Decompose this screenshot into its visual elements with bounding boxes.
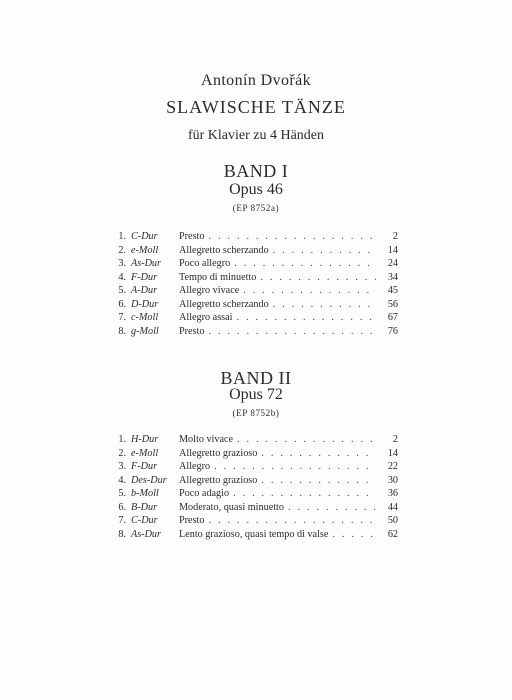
entry-page: 44	[387, 501, 398, 513]
entry-tempo: Moderato, quasi minuetto	[179, 501, 284, 513]
band-2-edition: (EP 8752b)	[232, 408, 280, 418]
entry-tempo: Lento grazioso, quasi tempo di valse	[179, 528, 329, 540]
band-2-opus: Opus 72	[229, 386, 283, 403]
entry-tempo: Allegro assai	[179, 312, 233, 323]
entry-page: 76	[387, 325, 398, 337]
entry-tempo: Allegretto scherzando	[179, 298, 269, 310]
entry-page: 45	[387, 285, 398, 296]
entry-number: 1.	[118, 434, 126, 445]
entry-key: c-Moll	[131, 312, 159, 323]
dot-leader	[288, 502, 376, 513]
entry-tempo: Presto	[179, 515, 205, 526]
entry-page: 56	[387, 298, 398, 310]
dot-leader	[233, 488, 376, 499]
contents-entry	[116, 326, 398, 340]
entry-page: 36	[387, 488, 398, 499]
entry-page: 34	[387, 271, 398, 283]
entry-number: 7.	[118, 312, 126, 323]
band-2-title: BAND II	[220, 368, 292, 388]
entry-number: 8.	[118, 528, 126, 540]
entry-number: 3.	[118, 461, 126, 472]
dot-leader	[261, 448, 376, 459]
contents-entry	[116, 231, 398, 245]
entry-page: 14	[387, 244, 398, 256]
entry-key: Des-Dur	[131, 474, 167, 486]
entry-page: 50	[387, 515, 398, 526]
entry-key: C-Dur	[131, 231, 158, 242]
entry-tempo: Poco adagio	[179, 488, 230, 499]
contents-entry	[116, 285, 398, 299]
entry-tempo: Poco allegro	[179, 258, 231, 269]
dot-leader	[208, 515, 376, 526]
contents-entry	[116, 299, 398, 313]
entry-number: 4.	[118, 474, 126, 486]
entry-number: 7.	[118, 515, 126, 526]
entry-number: 5.	[118, 285, 126, 296]
dot-leader	[260, 272, 376, 283]
work-subtitle: für Klavier zu 4 Händen	[187, 128, 325, 143]
entry-number: 3.	[118, 258, 126, 269]
dot-leader	[237, 434, 376, 445]
entry-key: F-Dur	[131, 271, 158, 283]
entry-tempo: Allegro vivace	[179, 285, 240, 296]
entry-number: 4.	[118, 271, 126, 283]
entry-key: B-Dur	[131, 501, 158, 513]
entry-page: 62	[387, 528, 398, 540]
entry-number: 8.	[118, 325, 126, 337]
entry-key: e-Moll	[131, 244, 159, 256]
dot-leader	[208, 231, 376, 242]
dot-leader	[332, 529, 376, 540]
entry-key: C-Dur	[131, 515, 158, 526]
entry-tempo: Allegretto grazioso	[179, 474, 258, 486]
entry-page: 2	[392, 231, 398, 242]
entry-tempo: Allegro	[179, 461, 211, 472]
entry-page: 30	[387, 474, 398, 486]
contents-entry	[116, 475, 398, 489]
contents-entry	[116, 515, 398, 529]
entry-number: 6.	[118, 501, 126, 513]
work-title: SLAWISCHE TÄNZE	[166, 97, 346, 117]
contents-entry	[116, 461, 398, 475]
dot-leader	[236, 312, 376, 323]
entry-number: 2.	[118, 244, 126, 256]
contents-entry	[116, 258, 398, 272]
entry-number: 1.	[118, 231, 126, 242]
contents-entry	[116, 502, 398, 516]
entry-key: g-Moll	[131, 325, 159, 337]
band-1-edition: (EP 8752a)	[232, 203, 280, 213]
dot-leader	[234, 258, 376, 269]
entry-number: 5.	[118, 488, 126, 499]
contents-entry	[116, 488, 398, 502]
entry-page: 22	[387, 461, 398, 472]
entry-page: 67	[387, 312, 398, 323]
entry-tempo: Molto vivace	[179, 434, 234, 445]
entry-tempo: Presto	[179, 231, 205, 242]
entry-key: e-Moll	[131, 447, 159, 459]
entry-page: 14	[387, 447, 398, 459]
entry-number: 2.	[118, 447, 126, 459]
composer-name: Antonín Dvořák	[200, 72, 312, 89]
dot-leader	[243, 285, 376, 296]
entry-page: 24	[387, 258, 398, 269]
contents-entry	[116, 448, 398, 462]
band-2-contents	[116, 434, 398, 542]
dot-leader	[273, 245, 376, 256]
entry-key: H-Dur	[131, 434, 159, 445]
dot-leader	[208, 326, 376, 337]
band-1-contents	[116, 231, 398, 339]
entry-key: D-Dur	[131, 298, 159, 310]
entry-key: As-Dur	[131, 528, 161, 540]
entry-key: As-Dur	[131, 258, 161, 269]
contents-entry	[116, 529, 398, 543]
band-1-opus: Opus 46	[229, 181, 283, 198]
entry-tempo: Allegretto scherzando	[179, 244, 269, 256]
contents-entry	[116, 312, 398, 326]
entry-key: b-Moll	[131, 488, 159, 499]
entry-key: F-Dur	[131, 461, 158, 472]
contents-entry	[116, 245, 398, 259]
contents-entry	[116, 272, 398, 286]
dot-leader	[214, 461, 376, 472]
entry-page: 2	[392, 434, 398, 445]
dot-leader	[273, 299, 376, 310]
entry-tempo: Allegretto grazioso	[179, 447, 258, 459]
band-1-title: BAND I	[223, 161, 289, 181]
contents-entry	[116, 434, 398, 448]
entry-key: A-Dur	[131, 285, 158, 296]
entry-tempo: Presto	[179, 325, 205, 337]
entry-number: 6.	[118, 298, 126, 310]
entry-tempo: Tempo di minuetto	[179, 271, 257, 283]
dot-leader	[261, 475, 376, 486]
